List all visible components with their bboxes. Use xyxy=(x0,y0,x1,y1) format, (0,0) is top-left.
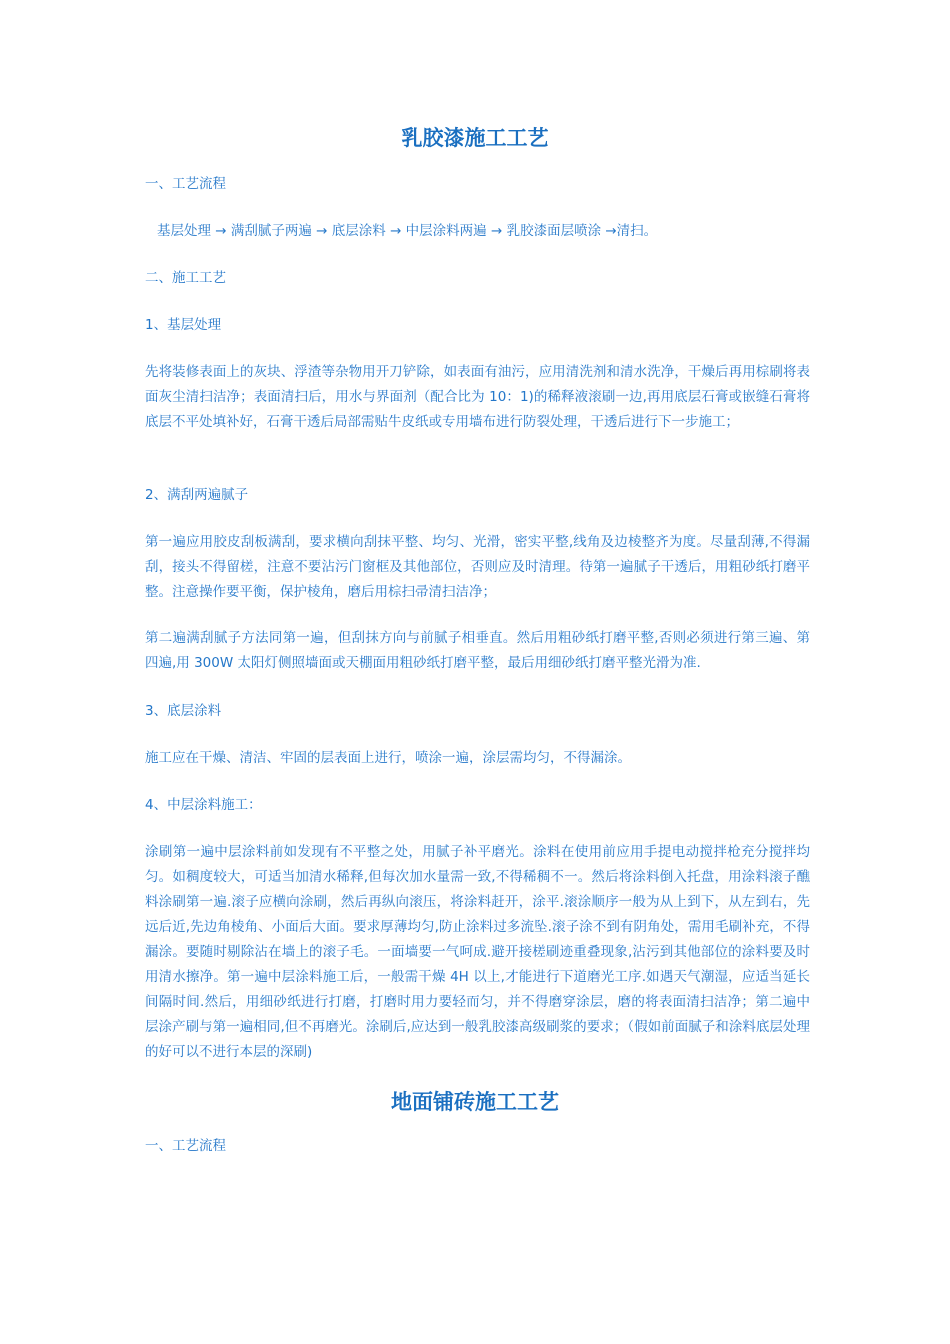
section-heading-process-2: 一、工艺流程 xyxy=(145,1138,226,1154)
second-document-title: 地面铺砖施工工艺 xyxy=(391,1089,559,1114)
step4-paragraph: 涂刷第一遍中层涂料前如发现有不平整之处，用腻子补平磨光。涂料在使用前应用手提电动搅拌枪充分搅拌均匀。如稠度较大，可适当加清水稀释,但每次加水量需一致,不得稀稠不一。然后将涂料倒入托盘，用涂料滚子醮料涂刷第一遍.滚子应横向涂刷，然后再纵向滚压，将涂料赶开，涂平.滚涂顺序一般为从上到下，从左到右，先远后近,先边角棱角、小面后大面。要求厚薄均匀,防止涂料过多流坠.滚子涂不到有阴角处，需用毛刷补充，不得漏涂。要随时剔除沾在墙上的滚子毛。一面墙要一气呵成.避开接槎刷迹重叠现象,沾污到其他部位的涂料要及时用清水擦净。第一遍中层涂料施工后，一般需干燥 4H 以上,才能进行下道磨光工序.如遇天气潮湿，应适当延长间隔时间.然后，用细砂纸进行打磨，打磨时用力要轻而匀，并不得磨穿涂层，磨的将表面清扫洁净；第二遍中层涂产刷与第一遍相同,但不再磨光。涂刷后,应达到一般乳胶漆高级刷浆的要求；（假如前面腻子和涂料底层处理的好可以不进行本层的深刷) xyxy=(145,844,810,1060)
section-heading-process: 一、工艺流程 xyxy=(145,176,226,192)
step3-paragraph: 施工应在干燥、清洁、牢固的层表面上进行，喷涂一遍，涂层需均匀，不得漏涂。 xyxy=(145,750,631,766)
step1-heading: 1、基层处理 xyxy=(145,317,222,333)
step2-paragraph-2: 第二遍满刮腻子方法同第一遍，但刮抹方向与前腻子相垂直。然后用粗砂纸打磨平整,否则必须进行第三遍、第四遍,用 300W 太阳灯侧照墙面或天棚面用粗砂纸打磨平整，最后用细砂纸打磨平整光滑为准. xyxy=(145,630,810,671)
section-heading-craft: 二、施工工艺 xyxy=(145,270,226,286)
step2-paragraph-1: 第一遍应用胶皮刮板满刮，要求横向刮抹平整、均匀、光滑，密实平整,线角及边棱整齐为度。尽量刮薄,不得漏刮，接头不得留槎，注意不要沾污门窗框及其他部位，否则应及时清理。待第一遍腻子干透后，用粗砂纸打磨平整。注意操作要平衡，保护棱角，磨后用棕扫帚清扫洁净； xyxy=(145,534,810,600)
step2-heading: 2、满刮两遍腻子 xyxy=(145,487,249,503)
step1-paragraph: 先将装修表面上的灰块、浮渣等杂物用开刀铲除，如表面有油污，应用清洗剂和清水洗净，干燥后再用棕刷将表面灰尘清扫洁净；表面清扫后，用水与界面剂（配合比为 10：1)的稀释液滚刷一边,再用底层石膏或嵌缝石膏将底层不平处填补好，石膏干透后局部需贴牛皮纸或专用墙布进行防裂处理，干透后进行下一步施工； xyxy=(145,364,810,430)
document-title: 乳胶漆施工工艺 xyxy=(401,125,549,150)
process-flow: 基层处理 → 满刮腻子两遍 → 底层涂料 → 中层涂料两遍 → 乳胶漆面层喷涂 →清扫。 xyxy=(157,223,658,239)
step3-heading: 3、底层涂料 xyxy=(145,703,222,719)
step4-heading: 4、中层涂料施工： xyxy=(145,797,262,813)
